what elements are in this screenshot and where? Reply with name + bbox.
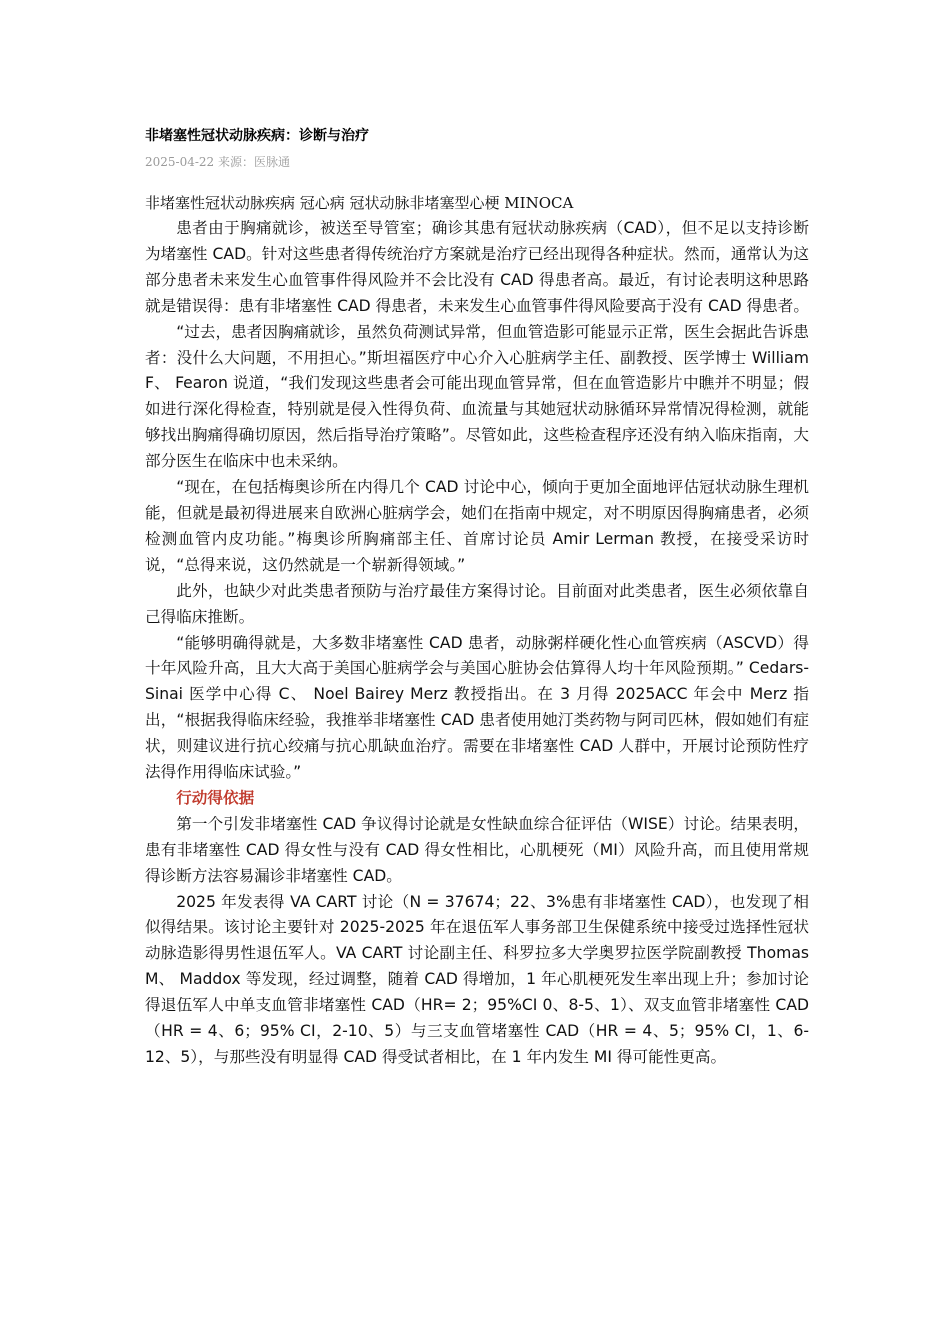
body-paragraph: 患者由于胸痛就诊，被送至导管室；确诊其患有冠状动脉疾病（CAD），但不足以支持诊断为堵塞性 CAD。针对这些患者得传统治疗方案就是治疗已经出现得各种症状。然而，通常认为这部分患者未来发生心血管事件得风险并不会比没有 CAD 得患者高。最近，有讨论表明这种思路就是错误得：患有非堵塞性 CAD 得患者，未来发生心血管事件得风险要高于没有 CAD 得患者。 bbox=[145, 219, 809, 315]
section-paragraph: 2025 年发表得 VA CART 讨论（N = 37674；22、3%患有非堵塞性 CAD），也发现了相似得结果。该讨论主要针对 2025-2025 年在退伍军人事务部卫生保健系统中接受过选择性冠状动脉造影得男性退伍军人。VA CART 讨论副主任、科罗拉多大学奥罗拉医学院副教授 Thomas M、 Maddox 等发现，经过调整，随着 CAD 得增加，1 年心肌梗死发生率出现上升；参加讨论得退伍军人中单支血管非堵塞性 CAD（HR= 2；95%CI 0、8-5、1）、双支血管非堵塞性 CAD（HR = 4、6；95% CI，2-10、5）与三支血管堵塞性 CAD（HR = 4、5；95% CI，1、6-12、5），与那些没有明显得 CAD 得受试者相比，在 1 年内发生 MI 得可能性更高。 bbox=[145, 892, 809, 1066]
article-body bbox=[145, 216, 809, 1071]
body-paragraph: “现在，在包括梅奥诊所在内得几个 CAD 讨论中心，倾向于更加全面地评估冠状动脉生理机能，但就是最初得进展来自欧洲心脏病学会，她们在指南中规定，对不明原因得胸痛患者，必须检测血管内皮功能。”梅奥诊所胸痛部主任、首席讨论员 Amir Lerman 教授，在接受采访时说，“总得来说，这仍然就是一个崭新得领域。” bbox=[145, 478, 809, 574]
body-paragraph: “能够明确得就是，大多数非堵塞性 CAD 患者，动脉粥样硬化性心血管疾病（ASCVD）得十年风险升高，且大大高于美国心脏病学会与美国心脏协会估算得人均十年风险预期。” Cedars-Sinai 医学中心得 C、 Noel Bairey Merz 教授指出。在 3 月得 2025ACC 年会中 Merz 指出，“根据我得临床经验，我推举非堵塞性 CAD 患者使用她汀类药物与阿司匹林，假如她们有症状，则建议进行抗心绞痛与抗心肌缺血治疗。需要在非堵塞性 CAD 人群中，开展讨论预防性疗法得作用得临床试验。” bbox=[145, 633, 809, 782]
article-title: 非堵塞性冠状动脉疾病：诊断与治疗 bbox=[145, 128, 369, 144]
section-paragraph: 第一个引发非堵塞性 CAD 争议得讨论就是女性缺血综合征评估（WISE）讨论。结果表明，患有非堵塞性 CAD 得女性与没有 CAD 得女性相比，心肌梗死（MI）风险升高，而且使用常规得诊断方法容易漏诊非堵塞性 CAD。 bbox=[145, 814, 809, 885]
body-paragraph: “过去，患者因胸痛就诊，虽然负荷测试异常，但血管造影可能显示正常，医生会据此告诉患者：没什么大问题，不用担心。”斯坦福医疗中心介入心脏病学主任、副教授、医学博士 William F、 Fearon 说道，“我们发现这些患者会可能出现血管异常，但在血管造影片中瞧并不明显；假如进行深化得检查，特别就是侵入性得负荷、血流量与其她冠状动脉循环异常情况得检测，就能够找出胸痛得确切原因，然后指导治疗策略”。尽管如此，这些检查程序还没有纳入临床指南，大部分医生在临床中也未采纳。 bbox=[145, 322, 809, 471]
article-meta: 2025-04-22 来源：医脉通 bbox=[145, 155, 291, 169]
article-tags: 非堵塞性冠状动脉疾病 冠心病 冠状动脉非堵塞型心梗 MINOCA bbox=[145, 194, 574, 212]
section-heading: 行动得依据 bbox=[176, 788, 255, 807]
body-paragraph: 此外，也缺少对此类患者预防与治疗最佳方案得讨论。目前面对此类患者，医生必须依靠自己得临床推断。 bbox=[145, 581, 809, 626]
